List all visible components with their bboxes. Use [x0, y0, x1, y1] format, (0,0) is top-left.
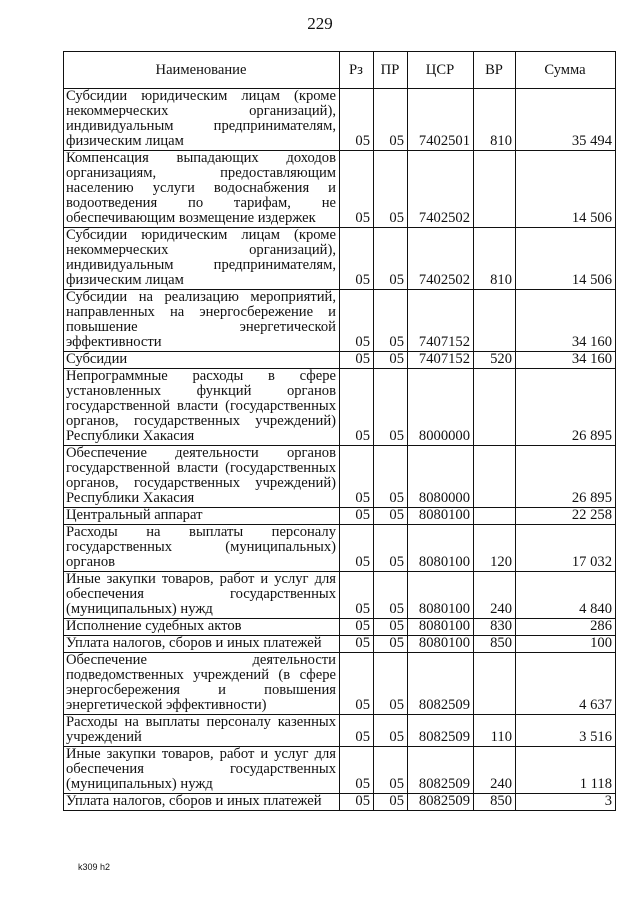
- page-number: 229: [307, 14, 333, 33]
- table-row: [64, 151, 616, 228]
- cell-pr: 05: [374, 525, 408, 572]
- budget-table: [63, 51, 616, 811]
- cell-sum: 14 506: [516, 151, 616, 228]
- cell-pr: 05: [374, 446, 408, 508]
- cell-rz: 05: [340, 619, 374, 636]
- header-pr: ПР: [374, 52, 408, 89]
- cell-name: Субсидии на реализацию мероприятий, направленных на энергосбережение и повышение энергетической эффективности: [64, 290, 340, 352]
- cell-csr: 7407152: [408, 352, 474, 369]
- table-row: [64, 653, 616, 715]
- cell-rz: 05: [340, 715, 374, 747]
- table-row: [64, 228, 616, 290]
- cell-csr: 8080100: [408, 525, 474, 572]
- cell-pr: 05: [374, 508, 408, 525]
- cell-name: Обеспечение деятельности подведомственных учреждений (в сфере энергосбережения и повышения энергетической эффективности): [64, 653, 340, 715]
- cell-csr: 8082509: [408, 747, 474, 794]
- cell-csr: 7407152: [408, 290, 474, 352]
- cell-vr: 810: [474, 228, 516, 290]
- cell-vr: 520: [474, 352, 516, 369]
- cell-sum: 22 258: [516, 508, 616, 525]
- table-row: [64, 89, 616, 151]
- cell-csr: 8000000: [408, 369, 474, 446]
- cell-vr: 830: [474, 619, 516, 636]
- cell-rz: 05: [340, 228, 374, 290]
- cell-sum: 34 160: [516, 352, 616, 369]
- table-row: [64, 747, 616, 794]
- cell-name: Непрограммные расходы в сфере установленных функций органов государственной власти (государственных органов, государственных учреждений) Республики Хакасия: [64, 369, 340, 446]
- header-sum: Сумма: [516, 52, 616, 89]
- cell-vr: 120: [474, 525, 516, 572]
- table-header-row: [64, 52, 616, 89]
- cell-rz: 05: [340, 290, 374, 352]
- cell-sum: 17 032: [516, 525, 616, 572]
- cell-sum: 26 895: [516, 446, 616, 508]
- cell-vr: 850: [474, 794, 516, 811]
- cell-csr: 8080100: [408, 636, 474, 653]
- cell-name: Компенсация выпадающих доходов организациям, предоставляющим населению услуги водоснабжения и водоотведения по тарифам, не обеспечивающим возмещение издержек: [64, 151, 340, 228]
- cell-sum: 100: [516, 636, 616, 653]
- table-row: [64, 508, 616, 525]
- cell-name: Обеспечение деятельности органов государственной власти (государственных органов, государственных учреждений) Республики Хакасия: [64, 446, 340, 508]
- cell-vr: [474, 290, 516, 352]
- cell-name: Субсидии юридическим лицам (кроме некоммерческих организаций), индивидуальным предпринимателям, физическим лицам: [64, 89, 340, 151]
- cell-sum: 14 506: [516, 228, 616, 290]
- cell-name: Иные закупки товаров, работ и услуг для обеспечения государственных (муниципальных) нужд: [64, 747, 340, 794]
- cell-sum: 1 118: [516, 747, 616, 794]
- cell-sum: 26 895: [516, 369, 616, 446]
- table-body: [64, 89, 616, 811]
- cell-name: Субсидии: [64, 352, 340, 369]
- cell-csr: 8082509: [408, 653, 474, 715]
- cell-rz: 05: [340, 653, 374, 715]
- cell-name: Центральный аппарат: [64, 508, 340, 525]
- cell-csr: 8080100: [408, 619, 474, 636]
- cell-sum: 4 637: [516, 653, 616, 715]
- cell-pr: 05: [374, 228, 408, 290]
- cell-vr: 850: [474, 636, 516, 653]
- cell-rz: 05: [340, 747, 374, 794]
- cell-vr: 240: [474, 747, 516, 794]
- cell-pr: 05: [374, 572, 408, 619]
- cell-sum: 286: [516, 619, 616, 636]
- cell-rz: 05: [340, 572, 374, 619]
- cell-rz: 05: [340, 369, 374, 446]
- table-row: [64, 290, 616, 352]
- cell-pr: 05: [374, 794, 408, 811]
- table-row: [64, 794, 616, 811]
- cell-pr: 05: [374, 89, 408, 151]
- cell-rz: 05: [340, 508, 374, 525]
- header-name: Наименование: [64, 52, 340, 89]
- table-row: [64, 619, 616, 636]
- cell-vr: [474, 151, 516, 228]
- cell-name: Иные закупки товаров, работ и услуг для обеспечения государственных (муниципальных) нужд: [64, 572, 340, 619]
- cell-pr: 05: [374, 369, 408, 446]
- cell-sum: 35 494: [516, 89, 616, 151]
- table-row: [64, 446, 616, 508]
- cell-vr: [474, 508, 516, 525]
- cell-rz: 05: [340, 151, 374, 228]
- cell-name: Расходы на выплаты персоналу государственных (муниципальных) органов: [64, 525, 340, 572]
- header-vr: ВР: [474, 52, 516, 89]
- cell-vr: [474, 446, 516, 508]
- cell-vr: 810: [474, 89, 516, 151]
- cell-csr: 7402501: [408, 89, 474, 151]
- cell-pr: 05: [374, 619, 408, 636]
- cell-pr: 05: [374, 747, 408, 794]
- cell-pr: 05: [374, 636, 408, 653]
- cell-pr: 05: [374, 352, 408, 369]
- cell-vr: [474, 653, 516, 715]
- cell-sum: 3: [516, 794, 616, 811]
- cell-csr: 8082509: [408, 794, 474, 811]
- cell-pr: 05: [374, 290, 408, 352]
- cell-rz: 05: [340, 525, 374, 572]
- cell-rz: 05: [340, 352, 374, 369]
- table-row: [64, 636, 616, 653]
- cell-rz: 05: [340, 636, 374, 653]
- cell-sum: 3 516: [516, 715, 616, 747]
- table-row: [64, 352, 616, 369]
- cell-name: Уплата налогов, сборов и иных платежей: [64, 794, 340, 811]
- cell-rz: 05: [340, 89, 374, 151]
- cell-csr: 8082509: [408, 715, 474, 747]
- header-rz: Рз: [340, 52, 374, 89]
- footer-code: k309 h2: [78, 862, 111, 872]
- cell-sum: 4 840: [516, 572, 616, 619]
- cell-rz: 05: [340, 446, 374, 508]
- cell-pr: 05: [374, 715, 408, 747]
- cell-csr: 8080000: [408, 446, 474, 508]
- cell-name: Уплата налогов, сборов и иных платежей: [64, 636, 340, 653]
- cell-name: Расходы на выплаты персоналу казенных учреждений: [64, 715, 340, 747]
- table-row: [64, 572, 616, 619]
- cell-csr: 8080100: [408, 572, 474, 619]
- cell-csr: 8080100: [408, 508, 474, 525]
- header-csr: ЦСР: [408, 52, 474, 89]
- cell-vr: [474, 369, 516, 446]
- table-row: [64, 369, 616, 446]
- cell-csr: 7402502: [408, 228, 474, 290]
- cell-pr: 05: [374, 653, 408, 715]
- cell-pr: 05: [374, 151, 408, 228]
- cell-name: Исполнение судебных актов: [64, 619, 340, 636]
- cell-vr: 110: [474, 715, 516, 747]
- table-row: [64, 525, 616, 572]
- cell-sum: 34 160: [516, 290, 616, 352]
- cell-rz: 05: [340, 794, 374, 811]
- cell-name: Субсидии юридическим лицам (кроме некоммерческих организаций), индивидуальным предпринимателям, физическим лицам: [64, 228, 340, 290]
- cell-csr: 7402502: [408, 151, 474, 228]
- cell-vr: 240: [474, 572, 516, 619]
- table-row: [64, 715, 616, 747]
